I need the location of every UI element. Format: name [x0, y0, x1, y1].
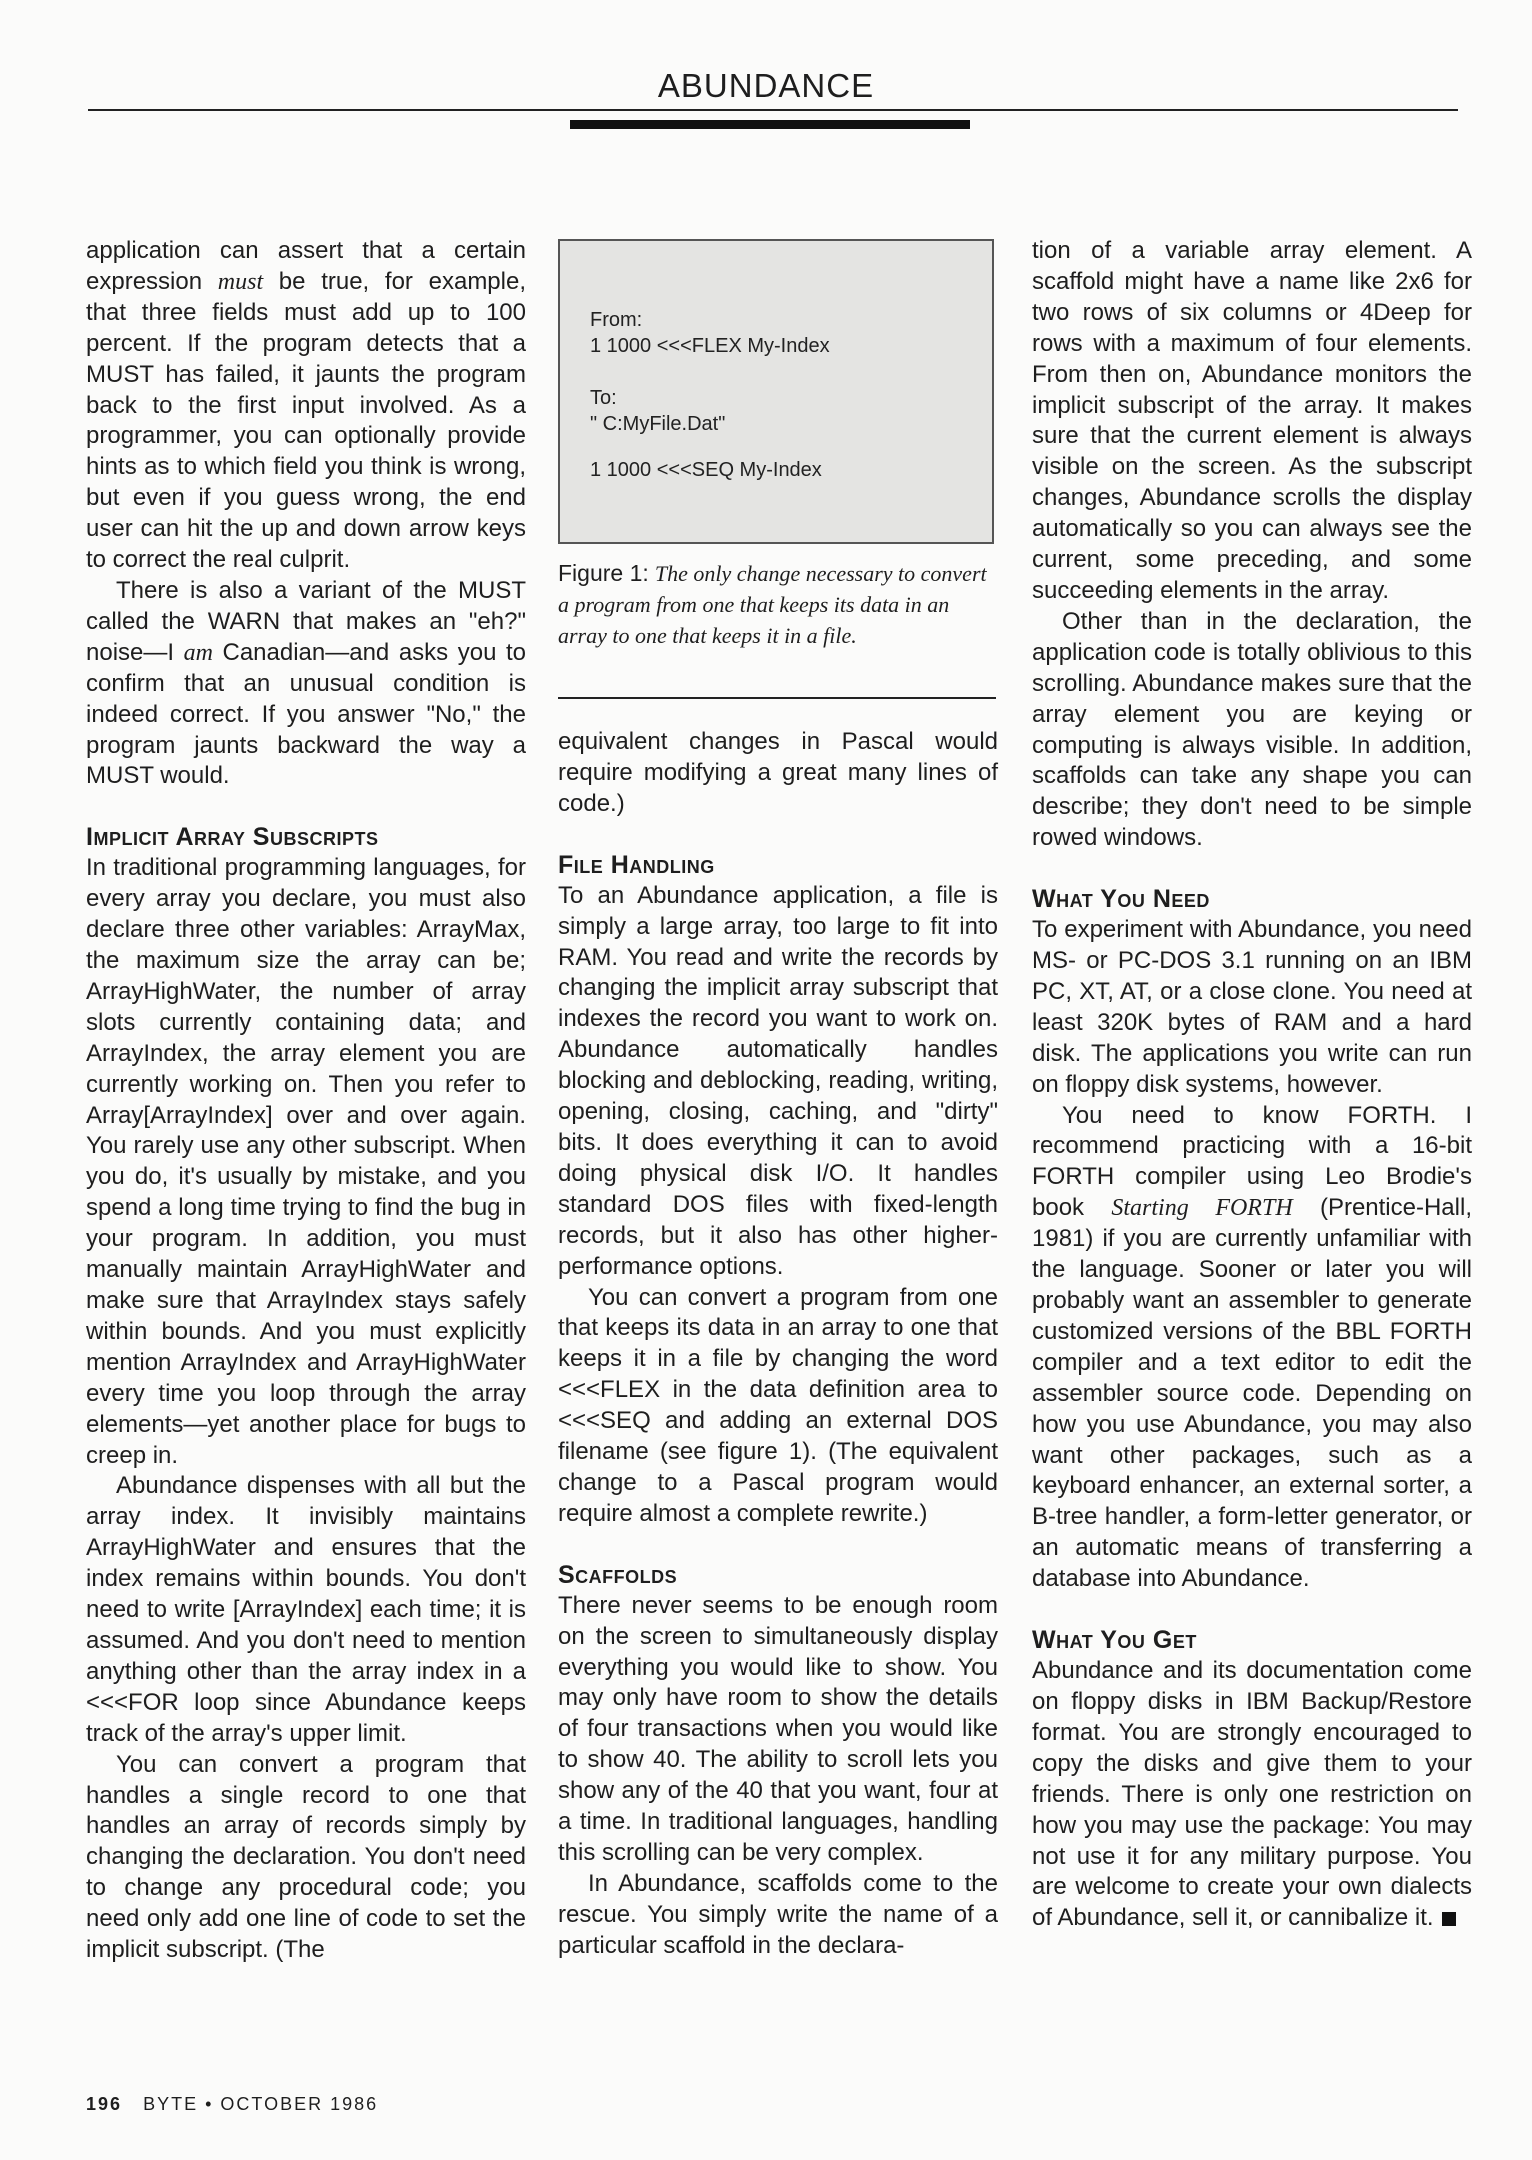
paragraph: There is also a variant of the MUST called the WARN that makes an "eh?" noise—I am Canadian—and asks you to confirm that an unusual condition is indeed correct. If you answer "No," the program jaunts backward the way a MUST would.	[86, 576, 526, 790]
article-column-1	[86, 236, 526, 1966]
page-footer	[86, 2094, 378, 2115]
paragraph: Other than in the declaration, the application code is totally oblivious to this scrolling. Abundance makes sure that the array element you are keying or computing is always visible. In addition, scaffolds can take any shape you can describe; they don't need to be simple rowed windows.	[1032, 607, 1472, 852]
running-header-title: ABUNDANCE	[657, 67, 875, 104]
issue-date: OCTOBER 1986	[220, 2094, 379, 2114]
paragraph: equivalent changes in Pascal would require modifying a great many lines of code.)	[558, 728, 998, 817]
section-heading-file-handling: File Handling	[558, 850, 715, 879]
article-column-3	[1032, 236, 1472, 1934]
header-accent-bar	[570, 120, 970, 129]
paragraph: application can assert that a certain expression must be true, for example, that three fields must add up to 100 percent. If the program detects that a MUST has failed, it jaunts the program back to the first input involved. As a programmer, you can optionally provide hints as to which field you think is wrong, but even if you guess wrong, the end user can hit the up and down arrow keys to correct the real culprit.	[86, 237, 527, 574]
footer-separator: •	[205, 2094, 214, 2114]
code-from-line: 1 1000 <<<FLEX My-Index	[590, 335, 830, 357]
code-to-label: To:	[590, 387, 617, 409]
paragraph: tion of a variable array element. A scaffold might have a name like 2x6 for two rows of six columns or 4Deep for rows with a maximum of four elements. From then on, Abundance monitors the implicit subscript of the array. It makes sure that the current element is always visible on the screen. As the subscript changes, Abundance scrolls the display automatically so you can always see the current, some preceding, and some succeeding elements in the array.	[1032, 237, 1472, 604]
code-to-line: 1 1000 <<<SEQ My-Index	[590, 459, 822, 481]
header-rule	[88, 109, 1458, 111]
paragraph: You can convert a program that handles a single record to one that handles an array of records simply by changing the declaration. You don't need to change any procedural code; you need only add one line of code to set the implicit subscript. (The	[86, 1750, 526, 1964]
paragraph: Abundance dispenses with all but the array index. It invisibly maintains ArrayHighWater and ensures that the index remains within bounds. You don't need to write [ArrayIndex] each time; it is assumed. And you don't need to mention anything other than the array index in a <<<FOR loop since Abundance keeps track of the array's upper limit.	[86, 1472, 526, 1747]
figure-1-code-box	[558, 239, 994, 544]
paragraph: There never seems to be enough room on the screen to simultaneously display everything you would like to show. You may only have room to show the details of four transactions when you would like to show 40. The ability to scroll lets you show any of the 40 that you want, four at a time. In traditional languages, handling this scrolling can be very complex.	[558, 1591, 998, 1866]
section-heading-what-you-need: What You Need	[1032, 885, 1210, 914]
paragraph: In Abundance, scaffolds come to the rescue. You simply write the name of a particular scaffold in the declara-	[558, 1869, 998, 1959]
figure-rule	[558, 697, 996, 699]
end-of-article-mark	[1442, 1912, 1456, 1926]
paragraph: Abundance and its documentation come on floppy disks in IBM Backup/Restore format. You are strongly encouraged to copy the disks and give them to your friends. There is only one restriction on how you may use the package: You may not use it for any military purpose. You are welcome to create your own dialects of Abundance, sell it, or cannibalize it.	[1032, 1657, 1472, 1932]
paragraph: You need to know FORTH. I recommend practicing with a 16-bit FORTH compiler using Leo Brodie's book Starting FORTH (Prentice-Hall, 1981) if you are currently unfamiliar with the language. Sooner or later you will probably want an assembler to generate customized versions of the BBL FORTH compiler and a text editor to edit the assembler source code. Depending on how you use Abundance, you may also want other packages, such as a keyboard enhancer, an external sorter, a B-tree handler, a form-letter generator, or an automatic means of transferring a database into Abundance.	[1032, 1101, 1472, 1593]
paragraph: To an Abundance application, a file is simply a large array, too large to fit into RAM. You read and write the records by changing the implicit array subscript that indexes the record you want to work on. Abundance automatically handles blocking and deblocking, reading, writing, opening, closing, caching, and "dirty" bits. It does everything it can to avoid doing physical disk I/O. It handles standard DOS files with fixed-length records, but it also has other higher-performance options.	[558, 881, 998, 1280]
figure-1-caption	[558, 558, 998, 651]
section-heading-scaffolds: Scaffolds	[558, 1560, 678, 1589]
paragraph: You can convert a program from one that keeps its data in an array to one that keeps it in a file by changing the word <<<FLEX in the data definition area to <<<SEQ and adding an external DOS filename (see figure 1). (The equivalent change to a Pascal program would require almost a complete rewrite.)	[558, 1283, 998, 1527]
figure-caption-text: The only change necessary to convert a program from one that keeps its data in an array to one that keeps it in a file.	[558, 561, 987, 648]
article-column-2	[558, 727, 998, 1962]
code-from-label: From:	[590, 309, 643, 331]
paragraph: In traditional programming languages, for every array you declare, you must also declare three other variables: ArrayMax, the maximum size the array can be; ArrayHighWater, the number of array slots currently containing data; and ArrayIndex, the array element you are currently working on. Then you refer to Array[ArrayIndex] over and over again. You rarely use any other subscript. When you do, it's usually by mistake, and you spend a long time trying to find the bug in your program. In addition, you must manually maintain ArrayHighWater and make sure that ArrayIndex stays safely within bounds. And you must explicitly mention ArrayIndex and ArrayHighWater every time you loop through the array elements—yet another place for bugs to creep in.	[86, 854, 526, 1469]
figure-caption-label: Figure 1:	[558, 560, 649, 586]
page-number: 196	[86, 2094, 123, 2114]
section-heading-implicit-array-subscripts: Implicit Array Subscripts	[86, 823, 379, 852]
paragraph: To experiment with Abundance, you need MS- or PC-DOS 3.1 running on an IBM PC, XT, AT, or a close clone. You need at least 320K bytes of RAM and a hard disk. The applications you write can run on floppy disk systems, however.	[1032, 916, 1472, 1098]
magazine-name: BYTE	[143, 2094, 199, 2114]
section-heading-what-you-get: What You Get	[1032, 1626, 1197, 1655]
code-to-file: " C:MyFile.Dat"	[590, 413, 726, 435]
